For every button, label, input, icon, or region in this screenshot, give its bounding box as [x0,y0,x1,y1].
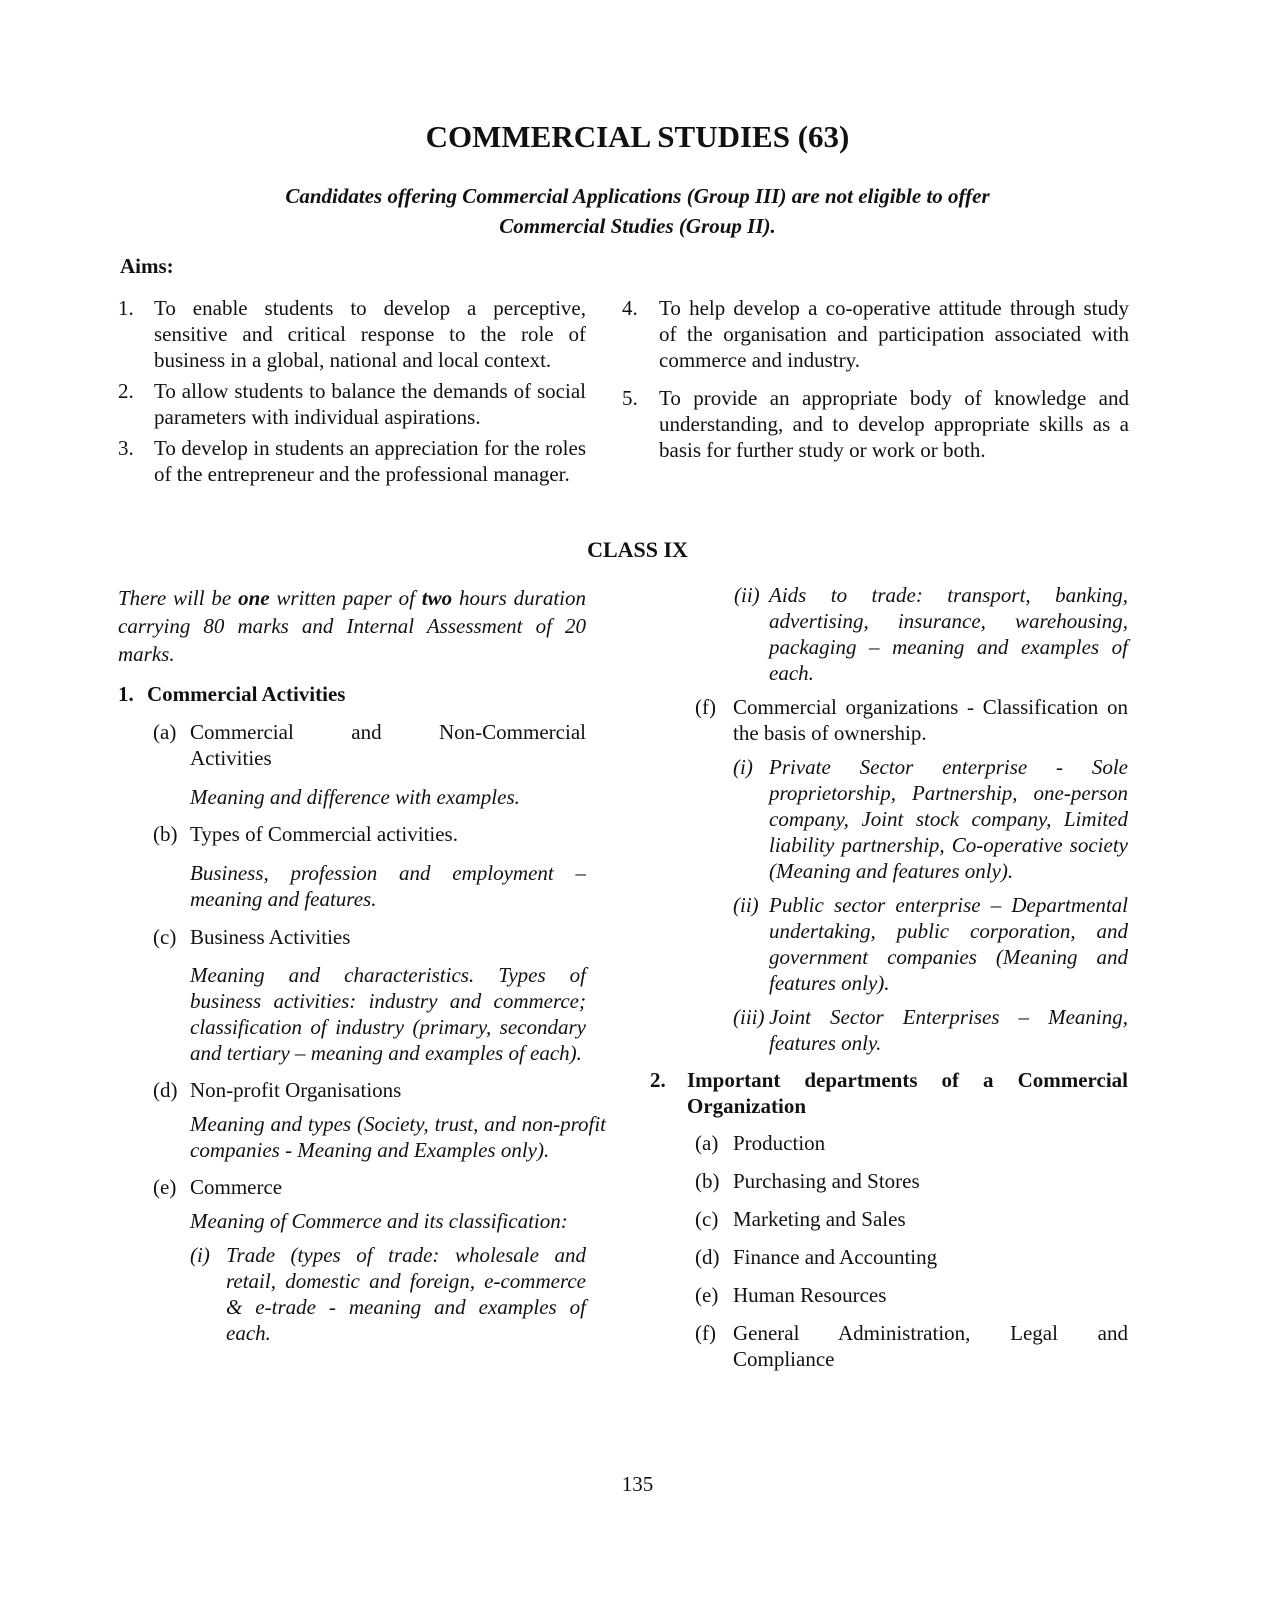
subtopic-description: Meaning and difference with examples. [190,785,520,809]
department-text: Production [733,1131,826,1155]
syllabus-left-column [118,584,606,1346]
subitem-f-iii [733,1004,1128,1056]
aim-number: 4. [622,296,638,320]
aim-text: To allow students to balance the demands of social parameters with individual aspirations. [154,379,586,429]
subitem-label: (i) [733,755,753,779]
subitem-e-ii [734,582,1128,686]
department-label: (d) [695,1245,720,1269]
subtopic-c [153,924,586,1077]
subitem-e-i [190,1242,586,1346]
subtopic-title: Commercial organizations - Classification on the basis of ownership. [733,695,1128,745]
subitem-text: Private Sector enterprise - Sole proprietorship, Partnership, one-person company, Joint stock company, Limited liability partnership, Co-operative society (Meaning and features only). [769,755,1128,883]
subtopic-f-body [733,694,1128,1056]
department-item [695,1130,1128,1156]
subtopic-description: Meaning and types (Society, trust, and non-profit companies - Meaning and Examples only). [190,1112,606,1162]
subtopic-label: (b) [153,822,178,846]
subtopic-a-title [190,719,586,745]
subtopic-label: (c) [153,925,177,949]
aim-item-1 [118,295,586,373]
subitem-f-i [733,754,1128,884]
aim-text: To enable students to develop a perceptive, sensitive and critical response to the role of business in a global, national and local context. [154,296,586,372]
eligibility-note-line-2: Commercial Studies (Group II). [499,214,776,238]
subitem-label: (ii) [733,893,759,917]
subtopic-e [153,1174,586,1346]
subtopic-e-body [190,1174,586,1346]
intro-text-2: written paper of [269,586,422,610]
section-number: 1. [118,682,134,706]
aim-number: 1. [118,296,134,320]
page-title: COMMERCIAL STUDIES (63) [425,119,850,154]
department-list [695,1130,1128,1372]
subtopic-title: Types of Commercial activities. [190,822,458,846]
department-label: (e) [695,1283,719,1307]
subtopic-b [153,821,586,924]
intro-text-3: hours duration carrying 80 marks and Internal Assessment of 20 marks. [118,586,586,666]
intro-text-1: There will be [118,586,239,610]
subtopic-title: Non-profit Organisations [190,1078,402,1102]
subtopic-label: (e) [153,1175,177,1199]
aim-item-4 [622,295,1129,373]
subtopic-label: (a) [153,720,177,744]
subtopic-c-body [190,924,586,1077]
department-text: Marketing and Sales [733,1207,906,1231]
subtopic-f [695,694,1128,1056]
aim-item-2 [118,378,586,430]
title-word: Activities [190,746,272,770]
eligibility-note-line-1: Candidates offering Commercial Applications (Group III) are not eligible to offer [285,184,990,208]
aims-right-column [622,295,1129,463]
department-label: (b) [695,1169,720,1193]
aim-item-3 [118,435,586,487]
subtopic-label: (f) [695,695,716,719]
subtopic-a [153,719,586,821]
section-title: Important departments of a Commercial Organization [687,1068,1128,1118]
page-number: 135 [621,1472,654,1496]
subitem-text: Trade (types of trade: wholesale and retail, domestic and foreign, e-commerce & e-trade - meaning and examples of each. [226,1243,586,1345]
title-word: Commercial [190,720,294,744]
department-item [695,1320,1128,1372]
subitem-text: Joint Sector Enterprises – Meaning, features only. [769,1005,1128,1055]
department-text: Purchasing and Stores [733,1169,920,1193]
subtopic-d [153,1077,606,1174]
subitem-label: (ii) [734,583,760,607]
subtopic-b-body [190,821,586,924]
title-word: Non-Commercial [439,720,586,744]
exam-intro [118,584,586,668]
department-text: Human Resources [733,1283,887,1307]
department-text: General Administration, Legal and Compliance [733,1321,1128,1371]
subtopic-d-body [190,1077,606,1174]
aim-text: To help develop a co-operative attitude through study of the organisation and participation associated with commerce and industry. [659,296,1129,372]
eligibility-note [200,181,1075,241]
aims-left-column [118,295,586,487]
department-item [695,1168,1128,1194]
subitem-text: Public sector enterprise – Departmental undertaking, public corporation, and government companies (Meaning and features only). [769,893,1128,995]
department-item [695,1244,1128,1270]
aim-number: 3. [118,436,134,460]
syllabus-right-column [650,582,1128,1372]
aim-item-5 [622,385,1129,463]
aim-number: 5. [622,386,638,410]
department-text: Finance and Accounting [733,1245,938,1269]
title-word: and [351,720,382,744]
subtopic-description: Meaning and characteristics. Types of business activities: industry and commerce; classification of industry (primary, secondary and tertiary – meaning and examples of each). [190,963,586,1065]
subitem-text: Aids to trade: transport, banking, advertising, insurance, warehousing, packaging – meaning and examples of each. [769,583,1128,685]
subtopic-label: (d) [153,1078,178,1102]
department-item [695,1282,1128,1308]
section-2-heading [650,1067,1128,1119]
subitem-f-ii [733,892,1128,996]
department-label: (c) [695,1207,719,1231]
aim-number: 2. [118,379,134,403]
subitem-label: (iii) [733,1005,765,1029]
aim-text: To develop in students an appreciation for the roles of the entrepreneur and the professional manager. [154,436,586,486]
subitem-label: (i) [190,1243,210,1267]
class-heading: CLASS IX [587,537,688,562]
subtopic-description: Business, profession and employment – meaning and features. [190,861,586,911]
intro-bold-one: one [238,586,270,610]
subtopic-a-body [190,719,586,821]
department-label: (f) [695,1321,716,1345]
aims-heading: Aims: [120,254,174,278]
department-item [695,1206,1128,1232]
section-1-heading [118,681,606,707]
section-title: Commercial Activities [147,682,346,706]
subtopic-title: Commerce [190,1175,283,1199]
intro-bold-two: two [421,586,453,610]
aim-text: To provide an appropriate body of knowledge and understanding, and to develop appropriate skills as a basis for further study or work or both. [659,386,1129,462]
section-number: 2. [650,1068,666,1092]
subtopic-title: Business Activities [190,925,351,949]
department-label: (a) [695,1131,719,1155]
subtopic-description: Meaning of Commerce and its classification: [190,1209,568,1233]
